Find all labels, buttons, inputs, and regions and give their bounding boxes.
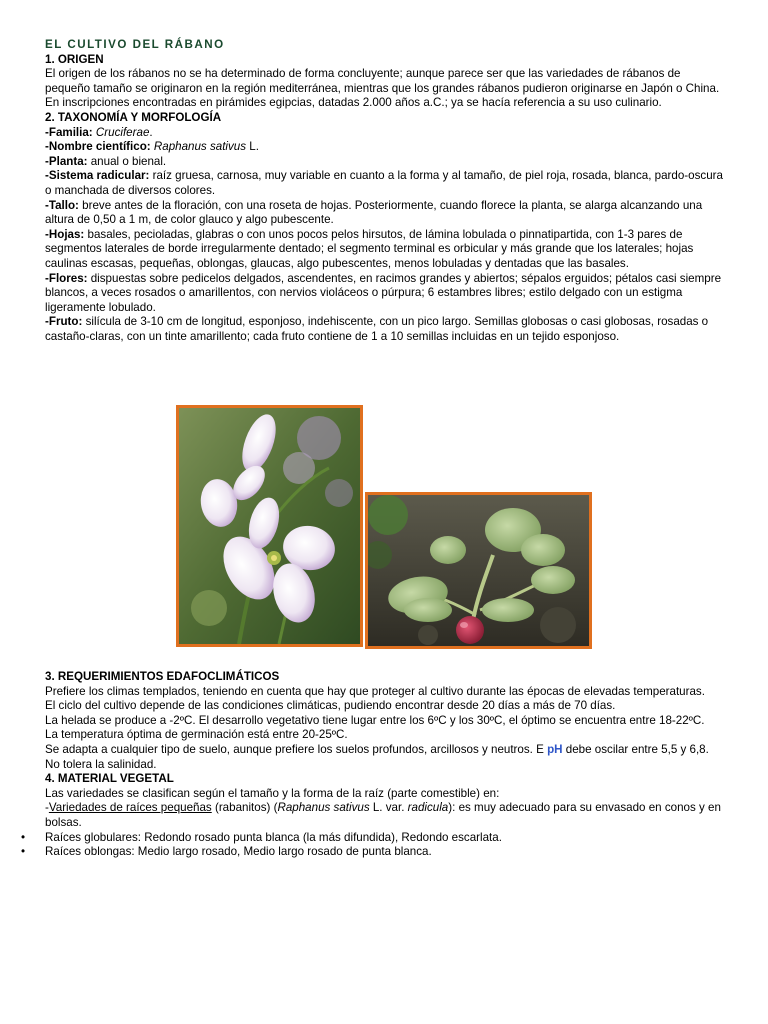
nombre-line — [45, 140, 725, 155]
variedades-text-c: ): es muy adecuado para su envasado en conos y en bolsas. — [45, 801, 721, 829]
variedades-paragraph — [45, 801, 725, 830]
variedades-text-b: L. var. — [369, 801, 408, 815]
page-title: EL CULTIVO DEL RÁBANO — [45, 38, 225, 51]
list-item — [21, 830, 725, 846]
document-body-top — [45, 38, 725, 344]
species-name: Raphanus sativus — [277, 801, 370, 815]
ph-text-a: Se adapta a cualquier tipo de suelo, aunque prefiere los suelos profundos, arcillosos y neutros. E — [45, 742, 548, 756]
fruto-value: silícula de 3-10 cm de longitud, esponjoso, indehiscente, con un pico largo. Semillas globosas o casi globosas, rosadas o castaño-claras, con un tinte amarillento; cada fruto contiene de 1 a 10 semillas incluidas en un tejido esponjoso. — [45, 315, 709, 343]
nombre-value: Raphanus sativus — [153, 140, 247, 154]
radish-flower-photo — [176, 405, 363, 647]
paragraph: La temperatura óptima de germinación está entre 20-25ºC. — [45, 728, 348, 742]
paragraph: El ciclo del cultivo depende de las condiciones climáticas, pudiendo encontrar desde 20 días a más de 70 días. — [45, 699, 616, 713]
hojas-label: -Hojas: — [45, 227, 85, 241]
bullet-text: Raíces globulares: Redondo rosado punta blanca (la más difundida), Redondo escarlata. — [45, 830, 502, 844]
paragraph: Las variedades se clasifican según el tamaño y la forma de la raíz (parte comestible) en: — [45, 786, 500, 800]
tallo-label: -Tallo: — [45, 198, 79, 212]
familia-value: Cruciferae — [95, 125, 150, 139]
paragraph: Prefiere los climas templados, teniendo en cuenta que hay que proteger al cultivo durante las épocas de elevadas temperaturas. — [45, 684, 705, 698]
bullet-icon: • — [21, 830, 26, 844]
flores-label: -Flores: — [45, 271, 88, 285]
planta-line — [45, 155, 725, 170]
section-heading-taxonomia: 2. TAXONOMÍA Y MORFOLOGÍA — [45, 110, 222, 124]
list-item — [21, 845, 725, 860]
hojas-line — [45, 228, 725, 272]
document-body-bottom — [21, 670, 725, 860]
paragraph: En inscripciones encontradas en pirámides egipcias, datadas 2.000 años a.C.; ya se hacía referencia a su uso culinario. — [45, 96, 662, 110]
paragraph: La helada se produce a -2ºC. El desarrollo vegetativo tiene lugar entre los 6ºC y los 30ºC, el óptimo se encuentra entre 18-22ºC. — [45, 713, 705, 727]
nombre-label: -Nombre científico: — [45, 140, 151, 154]
familia-line — [45, 126, 725, 141]
bullet-text: Raíces oblongas: Medio largo rosado, Medio largo rosado de punta blanca. — [45, 845, 432, 859]
bullet-icon: • — [21, 845, 26, 859]
variedades-text-a: (rabanitos) ( — [211, 801, 278, 815]
flores-line — [45, 272, 725, 316]
sistema-label: -Sistema radicular: — [45, 169, 150, 183]
nombre-end: L. — [246, 140, 259, 154]
radish-plant-image — [368, 495, 589, 646]
radish-flower-image — [179, 408, 360, 644]
sistema-line — [45, 169, 725, 198]
ph-link[interactable]: pH — [547, 742, 563, 756]
section-heading-material: 4. MATERIAL VEGETAL — [45, 772, 174, 786]
variety-name: radicula — [407, 801, 449, 815]
flores-value: dispuestas sobre pedicelos delgados, ascendentes, en racimos grandes y abiertos; sépalos erguidos; pétalos casi siempre blancos, a veces rosados o amarillentos, con nervios violáceos o púrpura; 6 estambres libres; estilo delgado con un estigma ligeramente lobulado. — [45, 271, 722, 314]
hojas-value: basales, pecioladas, glabras o con unos pocos pelos hirsutos, de lámina lobulada o pinnatipartida, con 1-3 pares de segmentos laterales de borde irregularmente dentado; el segmento terminal es orbicular y más grande que los laterales; hojas caulinas escasas, pequeñas, oblongas, glaucas, algo pubescentes, menos lobuladas y dentadas que las basales. — [45, 227, 694, 270]
fruto-line — [45, 315, 725, 344]
section-heading-requerimientos: 3. REQUERIMIENTOS EDAFOCLIMÁTICOS — [45, 670, 280, 683]
ph-text-b: debe oscilar entre 5,5 y 6,8. — [562, 742, 709, 756]
variedades-link[interactable]: Variedades de raíces pequeñas — [48, 801, 212, 815]
paragraph: No tolera la salinidad. — [45, 757, 157, 771]
fruto-label: -Fruto: — [45, 315, 83, 329]
planta-label: -Planta: — [45, 154, 88, 168]
ph-paragraph — [45, 743, 725, 758]
planta-value: anual o bienal. — [87, 154, 167, 168]
familia-end: . — [149, 125, 153, 139]
tallo-value: breve antes de la floración, con una roseta de hojas. Posteriormente, cuando florece la planta, se alarga alcanzando una altura de 0,50 a 1 m, de color glauco y algo pubescente. — [45, 198, 703, 227]
paragraph: El origen de los rábanos no se ha determinado de forma concluyente; aunque parece ser que las variedades de rábanos de pequeño tamaño se originaron en la región mediterránea, mientras que los grandes rábanos pudieron originarse en Japón o China. — [45, 67, 720, 95]
section-heading-origen: 1. ORIGEN — [45, 52, 104, 66]
sistema-value: raíz gruesa, carnosa, muy variable en cuanto a la forma y al tamaño, de piel roja, rosada, blanca, pardo-oscura o manchada de diversos colores. — [45, 169, 723, 197]
familia-label: -Familia: — [45, 125, 93, 139]
tallo-line — [45, 199, 725, 228]
radish-plant-photo — [365, 492, 592, 649]
variedades-dash: - — [45, 801, 49, 815]
